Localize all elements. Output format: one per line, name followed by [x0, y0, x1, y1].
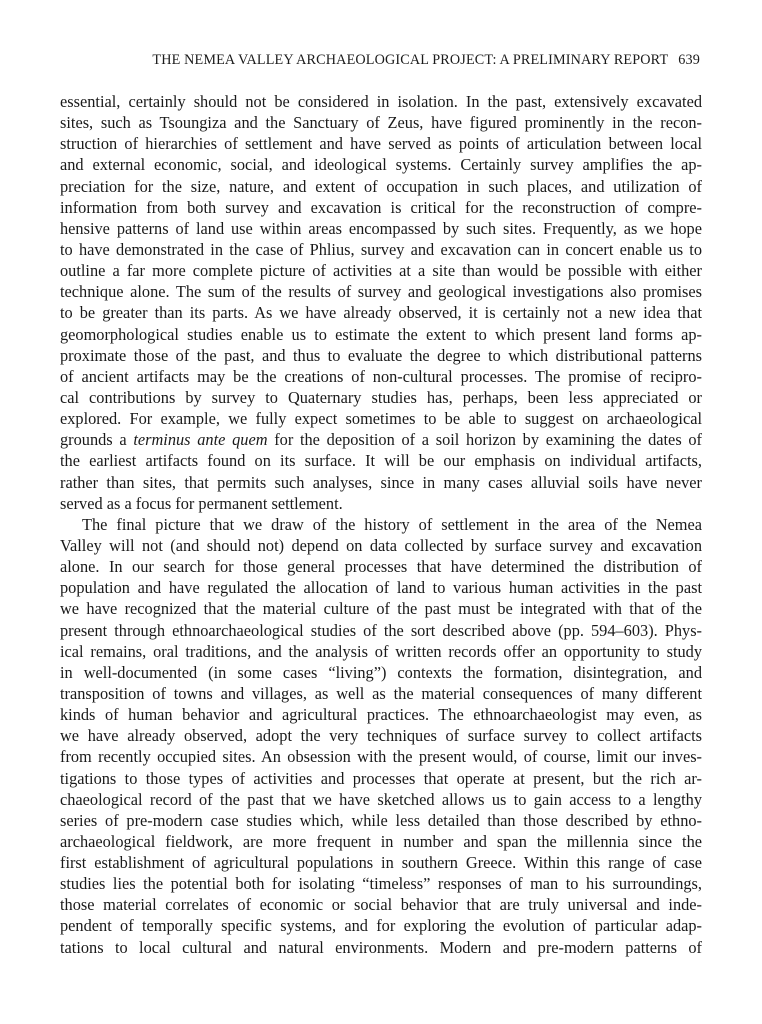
text-line: explored. For example, we fully expect sometimes to be able to suggest on archaeological	[60, 409, 702, 429]
text-line: Valley will not (and should not) depend on data collected by surface survey and excavation	[60, 535, 702, 555]
running-header	[0, 52, 700, 69]
text-line: to have demonstrated in the case of Phlius, survey and excavation can in concert enable us to	[60, 239, 702, 259]
text-line: first establishment of agricultural populations in southern Greece. Within this range of case	[60, 853, 702, 873]
text-line: outline a far more complete picture of activities at a site than would be possible with either	[60, 261, 702, 281]
text-line: hensive patterns of land use within areas encompassed by such sites. Frequently, as we hope	[60, 218, 702, 238]
running-header-title: THE NEMEA VALLEY ARCHAEOLOGICAL PROJECT: A PRELIMINARY REPORT	[152, 52, 669, 68]
text-line: of ancient artifacts may be the creations of non-cultural processes. The promise of recipro-	[60, 366, 702, 386]
text-line: struction of hierarchies of settlement and have served as points of articulation between local	[60, 134, 702, 154]
text-line: archaeological fieldwork, are more frequent in number and span the millennia since the	[60, 831, 702, 851]
text-line: information from both survey and excavation is critical for the reconstruction of compre-	[60, 197, 702, 217]
text-fragment: for the deposition of a soil horizon by examining the dates of	[267, 430, 702, 450]
text-line: those material correlates of economic or social behavior that are truly universal and inde-	[60, 895, 702, 915]
italic-term: terminus ante quem	[133, 430, 268, 450]
text-line: from recently occupied sites. An obsession with the present would, of course, limit our inves-	[60, 747, 702, 767]
text-line: served as a focus for permanent settlement.	[60, 493, 343, 513]
text-line: technique alone. The sum of the results of survey and geological investigations also promises	[60, 282, 702, 302]
text-line: pendent of temporally specific systems, and for exploring the evolution of particular adap-	[60, 916, 702, 936]
text-line: The final picture that we draw of the history of settlement in the area of the Nemea	[82, 514, 702, 534]
text-line: essential, certainly should not be considered in isolation. In the past, extensively excavated	[60, 92, 702, 111]
text-line: ical remains, oral traditions, and the analysis of written records offer an opportunity to study	[60, 641, 702, 661]
text-line: population and have regulated the allocation of land to various human activities in the past	[60, 578, 702, 598]
text-line: proximate those of the past, and thus to evaluate the degree to which distributional patterns	[60, 345, 702, 365]
text-line: kinds of human behavior and agricultural practices. The ethnoarchaeologist may even, as	[60, 705, 702, 725]
text-line: studies lies the potential both for isolating “timeless” responses of man to his surroundings,	[60, 874, 702, 894]
text-line: in well-documented (in some cases “living”) contexts the formation, disintegration, and	[60, 662, 702, 682]
text-line: the earliest artifacts found on its surface. It will be our emphasis on individual artifacts,	[60, 451, 702, 471]
text-line: rather than sites, that permits such analyses, since in many cases alluvial soils have never	[60, 472, 702, 492]
text-line: preciation for the size, nature, and extent of occupation in such places, and utilization of	[60, 176, 702, 196]
text-line: tations to local cultural and natural environments. Modern and pre-modern patterns of	[60, 937, 702, 957]
text-line: tigations to those types of activities and processes that operate at present, but the rich ar-	[60, 768, 702, 788]
text-line: series of pre-modern case studies which, while less detailed than those described by ethno-	[60, 810, 702, 830]
paragraph-2	[60, 514, 702, 958]
text-line: chaeological record of the past that we have sketched allows us to gain access to a lengthy	[60, 789, 702, 809]
text-line-with-italic	[60, 429, 702, 450]
text-line: geomorphological studies enable us to estimate the extent to which present land forms ap-	[60, 324, 702, 344]
text-line: sites, such as Tsoungiza and the Sanctuary of Zeus, have figured prominently in the recon-	[60, 113, 702, 133]
paragraph-1	[60, 91, 702, 514]
text-line: transposition of towns and villages, as well as the material consequences of many different	[60, 683, 702, 703]
text-line: alone. In our search for those general processes that have determined the distribution of	[60, 557, 702, 577]
text-line: to be greater than its parts. As we have already observed, it is certainly not a new idea that	[60, 303, 702, 323]
text-line: cal contributions by survey to Quaternary studies has, perhaps, been less appreciated or	[60, 387, 702, 407]
text-fragment: grounds a	[60, 430, 134, 450]
text-line: and external economic, social, and ideological systems. Certainly survey amplifies the ap-	[60, 155, 702, 175]
text-line: we have already observed, adopt the very techniques of surface survey to collect artifacts	[60, 726, 702, 746]
page-number: 639	[678, 52, 700, 68]
text-line: present through ethnoarchaeological studies of the sort described above (pp. 594–603). Phys-	[60, 620, 702, 640]
text-line: we have recognized that the material culture of the past must be integrated with that of the	[60, 599, 702, 619]
body-text	[60, 91, 702, 958]
